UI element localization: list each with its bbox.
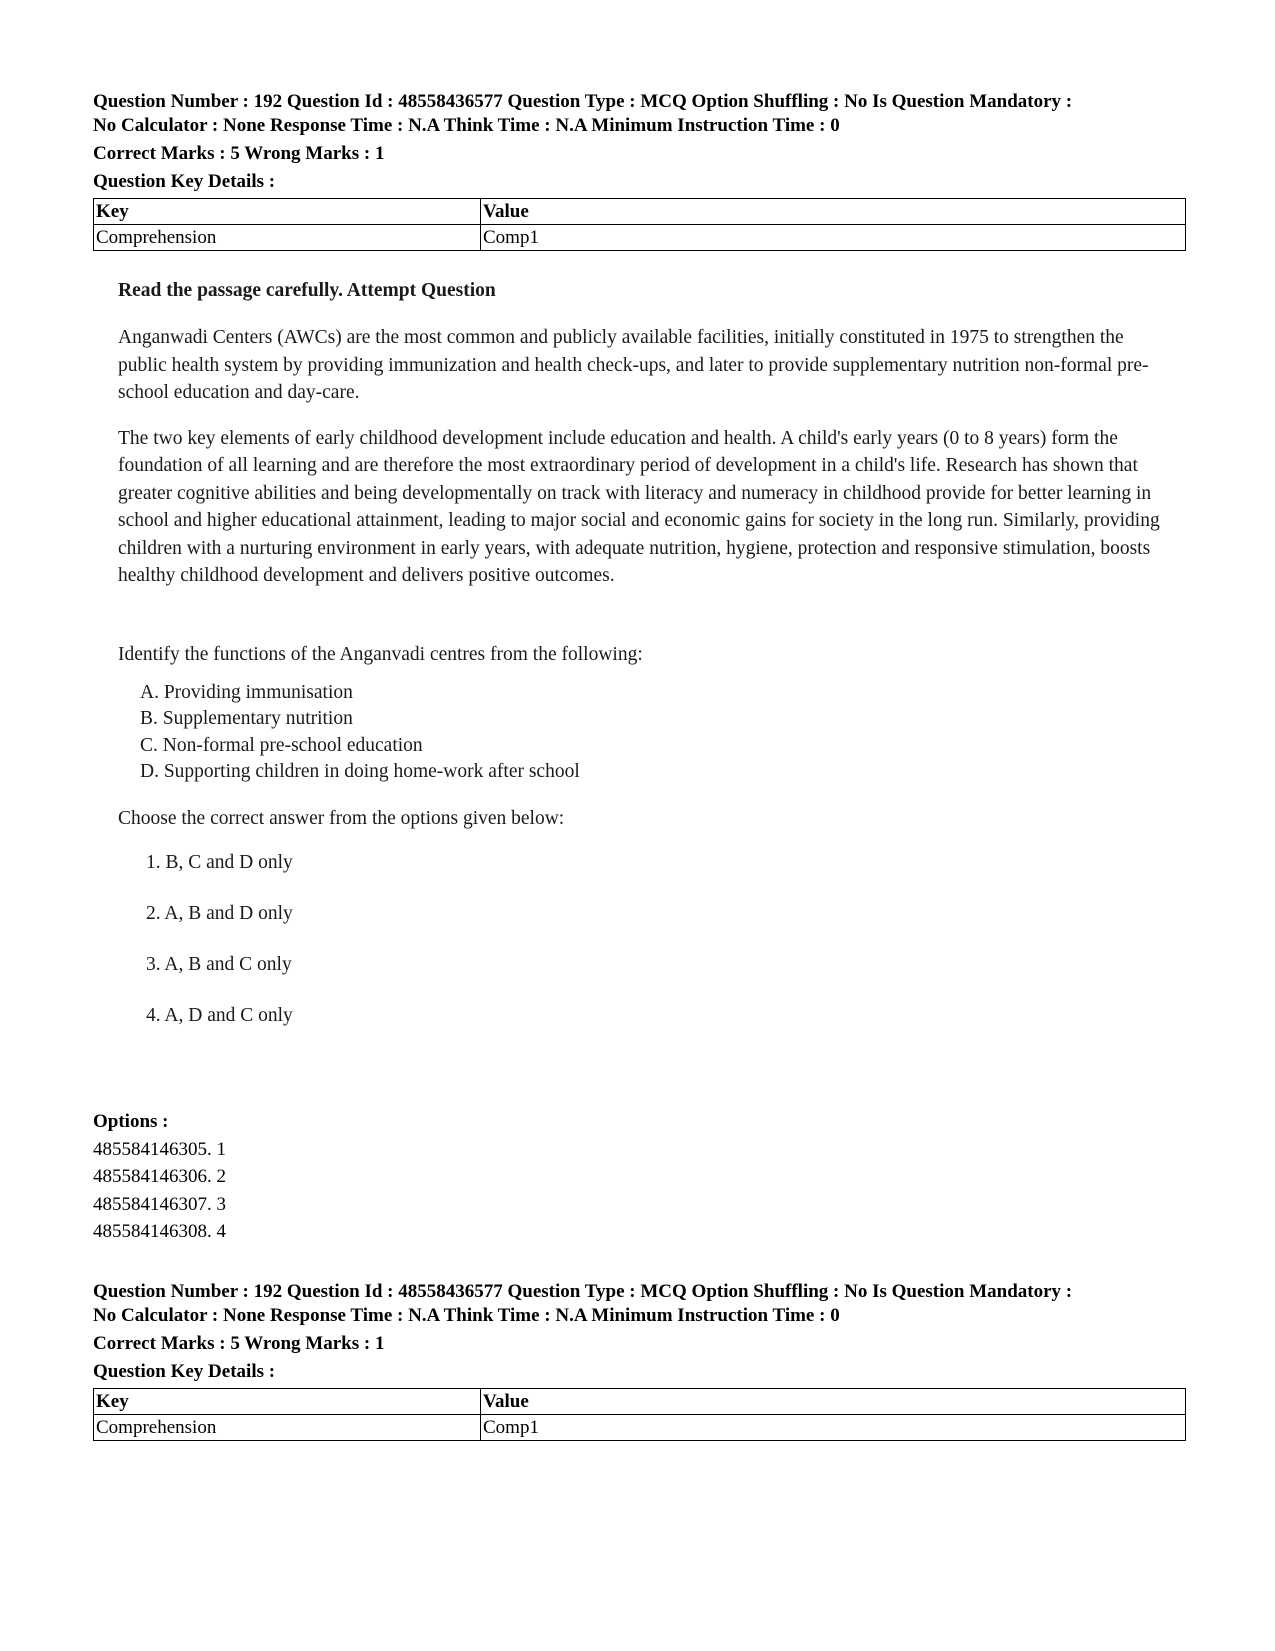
table-cell-value: Comp1	[481, 1415, 1186, 1441]
key-details-label: Question Key Details :	[93, 171, 276, 192]
marks-line: Correct Marks : 5 Wrong Marks : 1	[93, 143, 385, 164]
table-cell-key: Comprehension	[94, 1415, 481, 1441]
marks-line: Correct Marks : 5 Wrong Marks : 1	[93, 1333, 385, 1354]
answer-choice: 1. B, C and D only	[146, 851, 293, 873]
table-header-value: Value	[481, 199, 1186, 225]
table-row	[94, 1415, 1186, 1441]
question-prompt: Identify the functions of the Anganvadi centres from the following:	[118, 643, 643, 665]
statement-list	[140, 680, 1168, 786]
answer-choice-list	[146, 850, 1168, 1054]
table-header-key: Key	[94, 1389, 481, 1415]
key-details-label: Question Key Details :	[93, 1361, 276, 1382]
option-item: 485584146308. 4	[93, 1221, 226, 1242]
question-meta-line-2: No Calculator : None Response Time : N.A Think Time : N.A Minimum Instruction Time : 0	[93, 115, 840, 136]
question-meta-line-2: No Calculator : None Response Time : N.A Think Time : N.A Minimum Instruction Time : 0	[93, 1305, 840, 1326]
table-cell-value: Comp1	[481, 225, 1186, 251]
passage-paragraph-1: Anganwadi Centers (AWCs) are the most common and publicly available facilities, initially constituted in 1975 to strengthen the public health system by providing immunization and health check-ups, and later to provide supplementary nutrition non-formal pre-school education and day-care.	[118, 327, 1149, 403]
answer-choice: 4. A, D and C only	[146, 1004, 293, 1026]
option-item: 485584146307. 3	[93, 1193, 226, 1215]
passage-paragraph-2: The two key elements of early childhood development include education and health. A child's early years (0 to 8 years) form the foundation of all learning and are therefore the most extraordinary period of development in a child's life. Research has shown that greater cognitive abilities and being developmentally on track with literacy and numeracy in childhood provide for better learning in school and higher educational attainment, leading to major social and economic gains for society in the long run. Similarly, providing children with a nurturing environment in early years, with adequate nutrition, hygiene, protection and responsive stimulation, boosts healthy childhood development and delivers positive outcomes.	[118, 427, 1160, 586]
list-item: D. Supporting children in doing home-work after school	[140, 761, 580, 782]
passage-image	[118, 280, 1168, 1054]
question-meta-line-1: Question Number : 192 Question Id : 48558436577 Question Type : MCQ Option Shuffling : No Is Question Mandatory :	[93, 1281, 1073, 1302]
question-meta-line-1: Question Number : 192 Question Id : 48558436577 Question Type : MCQ Option Shuffling : No Is Question Mandatory :	[93, 91, 1073, 112]
choose-instruction: Choose the correct answer from the options given below:	[118, 807, 565, 829]
table-header-key: Key	[94, 199, 481, 225]
table-cell-key: Comprehension	[94, 225, 481, 251]
options-label: Options :	[93, 1111, 169, 1132]
question-header-1	[93, 90, 1183, 251]
key-details-table	[93, 1388, 1186, 1441]
list-item: A. Providing immunisation	[140, 681, 353, 703]
list-item: B. Supplementary nutrition	[140, 708, 353, 729]
table-header-value: Value	[481, 1389, 1186, 1415]
table-header-row	[94, 1389, 1186, 1415]
table-header-row	[94, 199, 1186, 225]
options-section	[93, 1108, 226, 1246]
answer-choice: 2. A, B and D only	[146, 902, 293, 924]
question-header-2	[93, 1280, 1183, 1441]
answer-choice: 3. A, B and C only	[146, 953, 292, 975]
option-item: 485584146305. 1	[93, 1138, 226, 1160]
passage-title: Read the passage carefully. Attempt Question	[118, 280, 496, 301]
list-item: C. Non-formal pre-school education	[140, 734, 423, 756]
option-item: 485584146306. 2	[93, 1166, 226, 1187]
table-row	[94, 225, 1186, 251]
key-details-table	[93, 198, 1186, 251]
